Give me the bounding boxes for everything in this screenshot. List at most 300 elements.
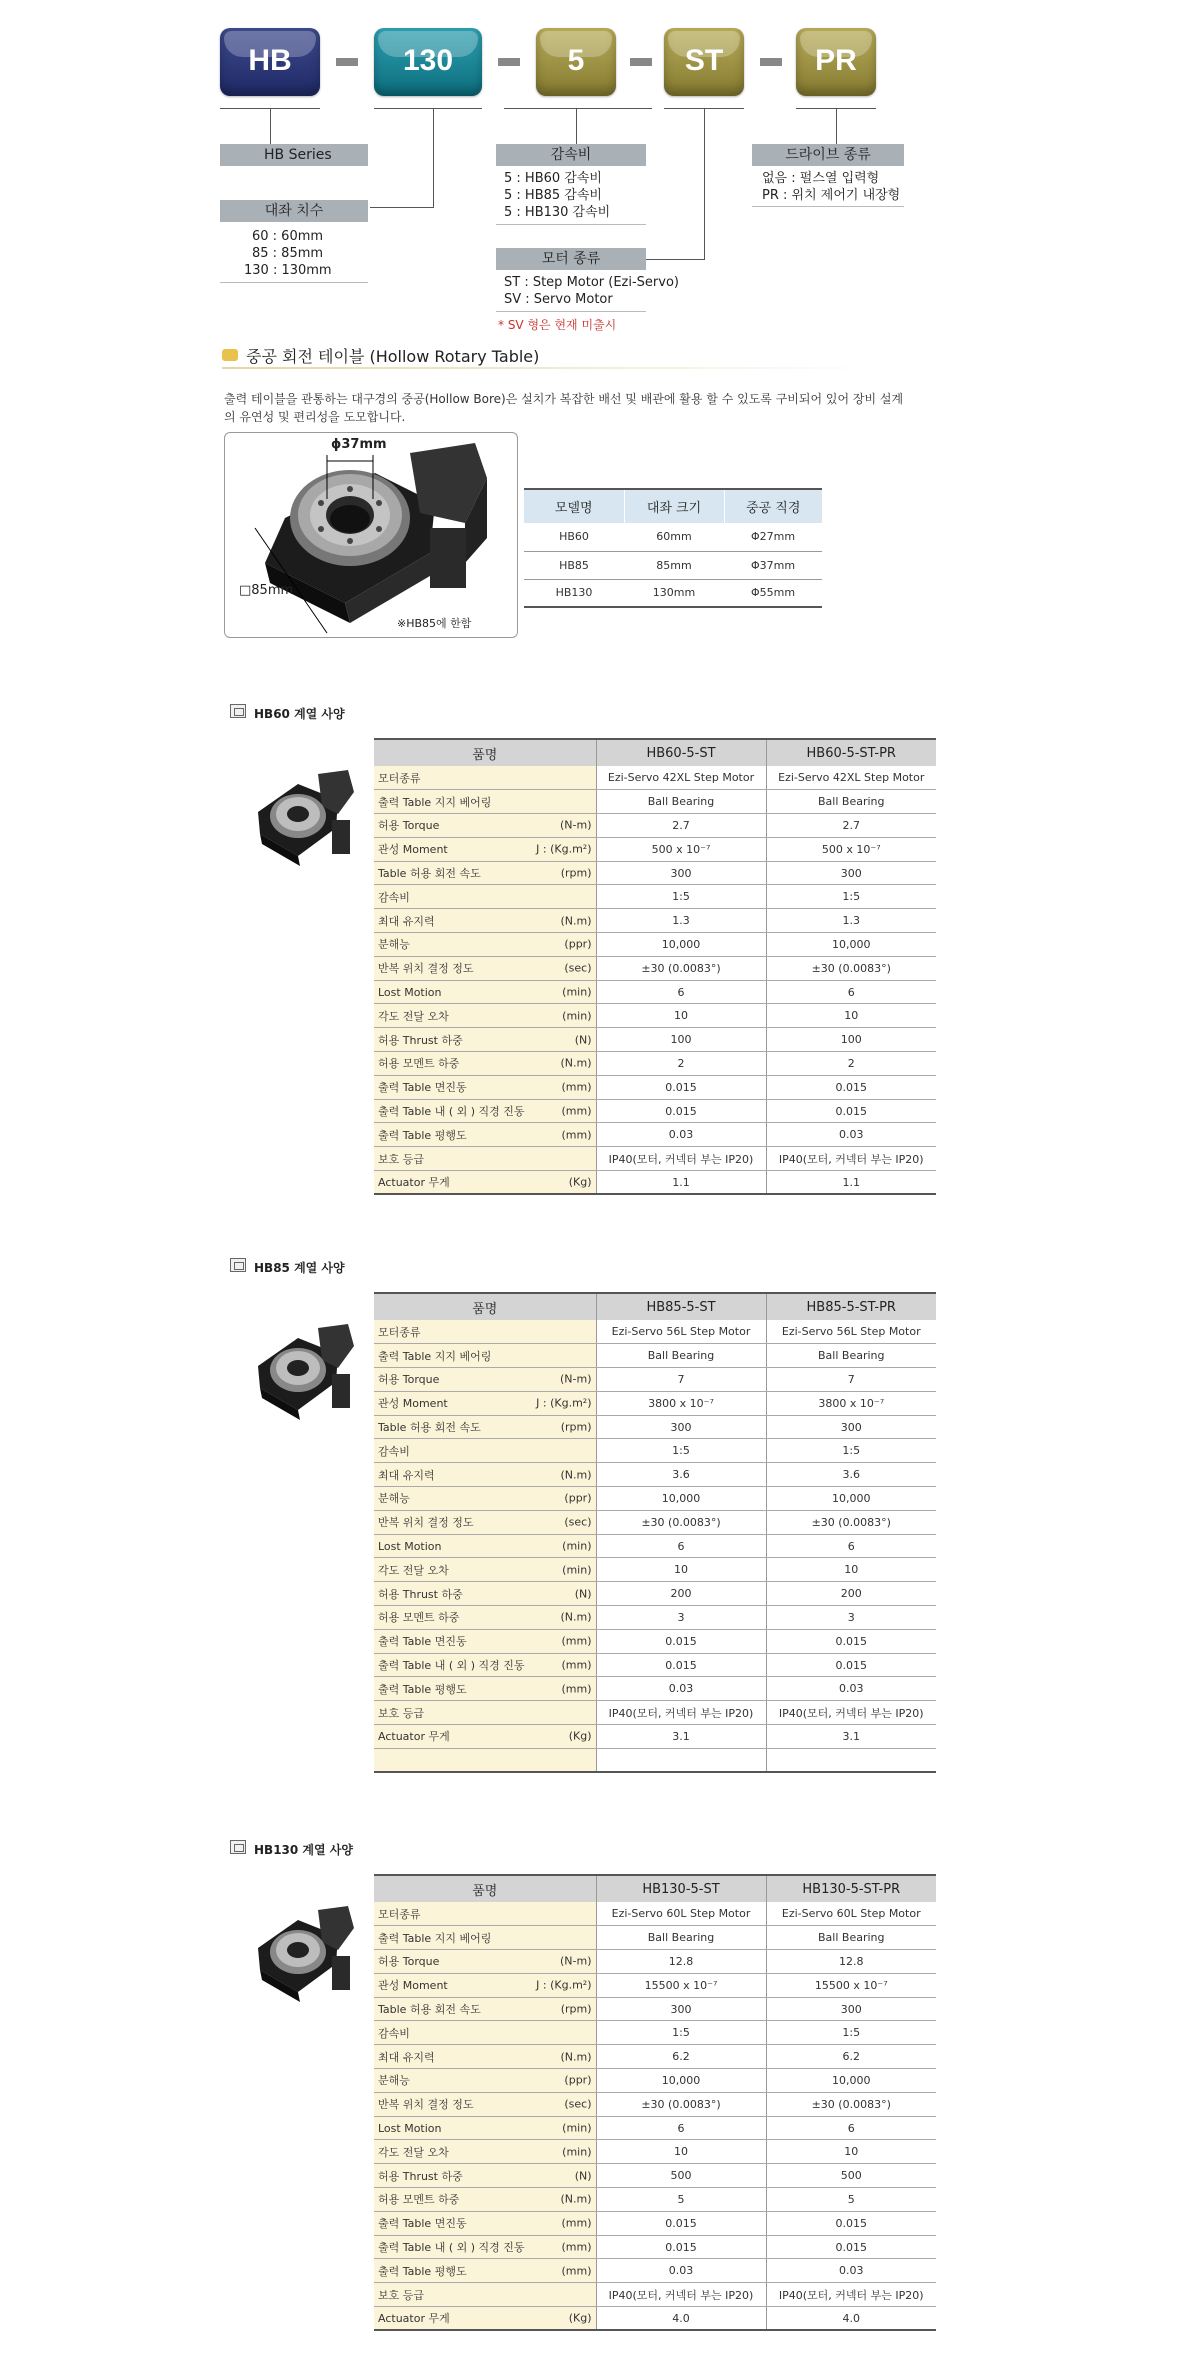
motor-label: 모터 종류 xyxy=(496,248,646,270)
spec-row xyxy=(374,1028,936,1052)
spec-value: 12.8 xyxy=(766,1950,936,1974)
spec-value: 2.7 xyxy=(766,814,936,838)
table-header: 대좌 크기 xyxy=(624,489,724,523)
spec-value: 1.3 xyxy=(596,909,766,933)
hollow-description: 출력 테이블을 관통하는 대구경의 중공(Hollow Bore)은 설치가 복잡한 배선 및 배관에 활용 할 수 있도록 구비되어 있어 장비 설계 xyxy=(224,392,904,406)
spec-value: 3 xyxy=(596,1606,766,1630)
spec-value: IP40(모터, 커넥터 부는 IP20) xyxy=(766,2283,936,2307)
spec-item-cell xyxy=(374,1028,596,1052)
spec-value: 10,000 xyxy=(596,933,766,957)
spec-item-name: 분해능 xyxy=(378,938,410,952)
spec-value: 10 xyxy=(596,2140,766,2164)
spec-value: 2 xyxy=(596,1052,766,1076)
spec-value: 1.1 xyxy=(766,1171,936,1195)
spec-row xyxy=(374,1748,936,1772)
spec-value: 10,000 xyxy=(766,1487,936,1511)
spec-item-unit: (mm) xyxy=(561,2240,592,2254)
spec-value: Ball Bearing xyxy=(596,790,766,814)
spec-item-cell xyxy=(374,1926,596,1950)
spec-item-name: 허용 모멘트 하중 xyxy=(378,1611,460,1625)
spec-item-name: 출력 Table 평행도 xyxy=(378,1128,467,1142)
spec-value: 300 xyxy=(766,861,936,885)
spec-item-name: 감속비 xyxy=(378,890,410,904)
spec-item-cell xyxy=(374,1487,596,1511)
spec-item-cell xyxy=(374,933,596,957)
spec-row xyxy=(374,1439,936,1463)
spec-value: Ball Bearing xyxy=(766,790,936,814)
spec-item-name: 허용 Thrust 하중 xyxy=(378,1033,463,1047)
spec-table xyxy=(374,738,936,1195)
base-size-label: □85mm xyxy=(239,583,294,598)
ratio-label: 감속비 xyxy=(496,144,646,166)
spec-item-unit: (ppr) xyxy=(564,1491,592,1505)
code-dash xyxy=(760,58,782,66)
spec-value: 500 xyxy=(596,2164,766,2188)
spec-item-name: 출력 Table 내 ( 외 ) 직경 진동 xyxy=(378,2241,525,2255)
spec-row xyxy=(374,1950,936,1974)
spec-item-unit: (N) xyxy=(574,1033,592,1047)
spec-item-unit: (min) xyxy=(562,985,592,999)
spec-item-name: 출력 Table 지지 베어링 xyxy=(378,1349,492,1363)
spec-item-unit: (N) xyxy=(574,2169,592,2183)
spec-item-cell xyxy=(374,1725,596,1749)
spec-row xyxy=(374,909,936,933)
spec-row xyxy=(374,2021,936,2045)
spec-item-cell xyxy=(374,1606,596,1630)
spec-item-cell xyxy=(374,2164,596,2188)
spec-value: 0.015 xyxy=(596,2211,766,2235)
spec-value: 0.03 xyxy=(766,1677,936,1701)
spec-item-unit: (min) xyxy=(562,1563,592,1577)
spec-value: 1:5 xyxy=(596,1439,766,1463)
hole-diameter-label: ϕ37mm xyxy=(331,437,387,452)
connector-line xyxy=(504,108,652,109)
spec-item-name: 출력 Table 평행도 xyxy=(378,2264,467,2278)
spec-value: 3.6 xyxy=(766,1463,936,1487)
spec-row xyxy=(374,1510,936,1534)
spec-item-cell xyxy=(374,2045,596,2069)
spec-item-cell xyxy=(374,909,596,933)
spec-row xyxy=(374,1629,936,1653)
spec-item-name: 허용 Torque xyxy=(378,1373,440,1387)
spec-item-cell xyxy=(374,2235,596,2259)
spec-value: 200 xyxy=(766,1582,936,1606)
spec-item-name: 출력 Table 면진동 xyxy=(378,2217,467,2231)
spec-row xyxy=(374,2092,936,2116)
spec-item-unit: (rpm) xyxy=(560,1420,592,1434)
spec-value: IP40(모터, 커넥터 부는 IP20) xyxy=(596,1147,766,1171)
spec-value: 4.0 xyxy=(596,2307,766,2331)
spec-item-unit: (Kg) xyxy=(568,2311,592,2325)
spec-item-unit: (min) xyxy=(562,2121,592,2135)
spec-value: 0.03 xyxy=(766,2259,936,2283)
spec-item-cell xyxy=(374,1997,596,2021)
spec-value: 1.1 xyxy=(596,1171,766,1195)
spec-row xyxy=(374,1099,936,1123)
spec-row xyxy=(374,885,936,909)
spec-item-name: 출력 Table 평행도 xyxy=(378,1682,467,1696)
spec-item-name: 관성 Moment xyxy=(378,1397,448,1411)
spec-row xyxy=(374,1534,936,1558)
spec-item-name: 허용 Torque xyxy=(378,1955,440,1969)
spec-value: 3.6 xyxy=(596,1463,766,1487)
spec-item-unit: J : (Kg.m²) xyxy=(536,842,592,856)
spec-item-unit: (N.m) xyxy=(560,1610,592,1624)
spec-item-cell xyxy=(374,2188,596,2212)
code-dash xyxy=(630,58,652,66)
table-cell: HB60 xyxy=(524,523,624,551)
spec-value: Ball Bearing xyxy=(766,1344,936,1368)
spec-item-name: 허용 Thrust 하중 xyxy=(378,2169,463,2183)
spec-table xyxy=(374,1874,936,2331)
table-cell: Φ27mm xyxy=(724,523,822,551)
spec-value: 500 x 10⁻⁷ xyxy=(766,837,936,861)
spec-header-model: HB130-5-ST-PR xyxy=(766,1875,936,1902)
spec-value: 10,000 xyxy=(596,1487,766,1511)
spec-item-unit: (rpm) xyxy=(560,2002,592,2016)
connector-line xyxy=(370,207,434,208)
spec-item-cell xyxy=(374,2116,596,2140)
spec-item-cell xyxy=(374,1558,596,1582)
spec-item-unit: (mm) xyxy=(561,2264,592,2278)
spec-item-cell xyxy=(374,1973,596,1997)
spec-value: Ezi-Servo 56L Step Motor xyxy=(596,1320,766,1344)
spec-value: 5 xyxy=(596,2188,766,2212)
spec-header-name: 품명 xyxy=(374,739,596,766)
spec-row xyxy=(374,1677,936,1701)
spec-value: 0.015 xyxy=(766,2211,936,2235)
spec-value: 0.015 xyxy=(766,1075,936,1099)
spec-value: Ezi-Servo 42XL Step Motor xyxy=(766,766,936,790)
spec-item-unit: (N.m) xyxy=(560,914,592,928)
spec-item-name: 출력 Table 면진동 xyxy=(378,1635,467,1649)
spec-value: Ezi-Servo 56L Step Motor xyxy=(766,1320,936,1344)
spec-value: 10 xyxy=(766,1558,936,1582)
spec-row xyxy=(374,1606,936,1630)
spec-row xyxy=(374,1725,936,1749)
spec-item-cell xyxy=(374,861,596,885)
spec-item-cell xyxy=(374,1415,596,1439)
table-header-row xyxy=(524,489,822,523)
spec-item-name: Lost Motion xyxy=(378,2121,442,2135)
spec-item-unit: (rpm) xyxy=(560,866,592,880)
spec-value: IP40(모터, 커넥터 부는 IP20) xyxy=(766,1147,936,1171)
spec-item-cell xyxy=(374,1463,596,1487)
spec-row xyxy=(374,1075,936,1099)
spec-item-cell xyxy=(374,1510,596,1534)
spec-value: 6 xyxy=(766,980,936,1004)
spec-value: 300 xyxy=(766,1997,936,2021)
spec-value: 2 xyxy=(766,1052,936,1076)
table-cell: 85mm xyxy=(624,551,724,579)
spec-item-name: 반복 위치 결정 정도 xyxy=(378,1516,474,1530)
spec-value: Ball Bearing xyxy=(596,1344,766,1368)
code-box-ratio: 5 xyxy=(536,28,616,96)
spec-item-cell xyxy=(374,1171,596,1195)
drive-label: 드라이브 종류 xyxy=(752,144,904,166)
table-cell: Φ37mm xyxy=(724,551,822,579)
spec-item-name: 허용 Thrust 하중 xyxy=(378,1587,463,1601)
spec-item-unit: (N) xyxy=(574,1587,592,1601)
spec-item-cell xyxy=(374,956,596,980)
spec-table xyxy=(374,1292,936,1773)
spec-value: 300 xyxy=(596,1997,766,2021)
table-cell: 130mm xyxy=(624,579,724,607)
spec-item-unit: (N.m) xyxy=(560,2192,592,2206)
spec-value: 7 xyxy=(596,1368,766,1392)
spec-item-unit: (mm) xyxy=(561,1634,592,1648)
spec-value: ±30 (0.0083°) xyxy=(596,956,766,980)
spec-row xyxy=(374,1902,936,1926)
spec-item-name: 각도 전달 오차 xyxy=(378,2145,449,2159)
spec-row xyxy=(374,2283,936,2307)
product-photo xyxy=(248,1898,358,2008)
series-label: HB Series xyxy=(220,144,368,166)
spec-value: Ball Bearing xyxy=(596,1926,766,1950)
spec-item-name: Lost Motion xyxy=(378,1539,442,1553)
spec-value: 6 xyxy=(596,980,766,1004)
table-row xyxy=(524,579,822,607)
spec-value: 0.015 xyxy=(766,1653,936,1677)
spec-row xyxy=(374,1320,936,1344)
spec-item-unit: (mm) xyxy=(561,1080,592,1094)
spec-item-name: 보호 등급 xyxy=(378,1706,425,1720)
spec-item-cell xyxy=(374,2140,596,2164)
spec-header-model: HB85-5-ST-PR xyxy=(766,1293,936,1320)
spec-value: 0.03 xyxy=(596,1123,766,1147)
spec-row xyxy=(374,1926,936,1950)
spec-item-unit: (N-m) xyxy=(560,1954,592,1968)
spec-value: 1:5 xyxy=(766,1439,936,1463)
spec-item-unit: (mm) xyxy=(561,1682,592,1696)
spec-row xyxy=(374,1997,936,2021)
spec-value: 2.7 xyxy=(596,814,766,838)
spec-value: 3.1 xyxy=(766,1725,936,1749)
spec-value: 300 xyxy=(766,1415,936,1439)
spec-value: 0.015 xyxy=(596,1629,766,1653)
spec-row xyxy=(374,837,936,861)
spec-item-name: 각도 전달 오차 xyxy=(378,1009,449,1023)
spec-value: 6 xyxy=(766,2116,936,2140)
spec-header-name: 품명 xyxy=(374,1875,596,1902)
spec-item-cell xyxy=(374,1534,596,1558)
spec-item-unit: (mm) xyxy=(561,1104,592,1118)
spec-row xyxy=(374,1147,936,1171)
spec-value: 0.03 xyxy=(596,2259,766,2283)
spec-item-unit: J : (Kg.m²) xyxy=(536,1978,592,1992)
spec-value: 15500 x 10⁻⁷ xyxy=(766,1973,936,1997)
spec-value: 300 xyxy=(596,1415,766,1439)
spec-value: 500 x 10⁻⁷ xyxy=(596,837,766,861)
spec-item-unit: (mm) xyxy=(561,1658,592,1672)
spec-item-cell xyxy=(374,1075,596,1099)
spec-item-name: 모터종류 xyxy=(378,1325,421,1339)
spec-value: 5 xyxy=(766,2188,936,2212)
spec-item-cell xyxy=(374,766,596,790)
spec-row xyxy=(374,2211,936,2235)
spec-row xyxy=(374,2069,936,2093)
motor-item: ST : Step Motor (Ezi-Servo) xyxy=(504,275,679,290)
spec-item-name: 허용 Torque xyxy=(378,819,440,833)
spec-value: 0.015 xyxy=(766,2235,936,2259)
spec-value: ±30 (0.0083°) xyxy=(766,2092,936,2116)
spec-value: 10 xyxy=(596,1004,766,1028)
motor-item: SV : Servo Motor xyxy=(504,292,613,307)
spec-value: Ezi-Servo 60L Step Motor xyxy=(596,1902,766,1926)
connector-line xyxy=(270,108,271,144)
table-cell: Φ55mm xyxy=(724,579,822,607)
spec-value: 100 xyxy=(766,1028,936,1052)
spec-item-cell xyxy=(374,1099,596,1123)
spec-item-unit: (N.m) xyxy=(560,2050,592,2064)
spec-value: 3800 x 10⁻⁷ xyxy=(766,1391,936,1415)
spec-value: 6 xyxy=(766,1534,936,1558)
spec-value: 6.2 xyxy=(766,2045,936,2069)
table-cell: HB130 xyxy=(524,579,624,607)
spec-value: 1:5 xyxy=(596,2021,766,2045)
spec-value: 1:5 xyxy=(766,2021,936,2045)
spec-item-name: 출력 Table 면진동 xyxy=(378,1081,467,1095)
spec-section-title: HB130 계열 사양 xyxy=(254,1843,353,1857)
spec-value xyxy=(596,1748,766,1772)
spec-header-row xyxy=(374,1875,936,1902)
size-label: 대좌 치수 xyxy=(220,200,368,222)
spec-item-name: 출력 Table 내 ( 외 ) 직경 진동 xyxy=(378,1105,525,1119)
spec-item-cell xyxy=(374,1950,596,1974)
product-photo xyxy=(248,1316,358,1426)
spec-item-unit: (ppr) xyxy=(564,937,592,951)
spec-item-unit: (N-m) xyxy=(560,1372,592,1386)
spec-item-name: 보호 등급 xyxy=(378,2288,425,2302)
code-dash xyxy=(336,58,358,66)
spec-value: 10 xyxy=(596,1558,766,1582)
spec-row xyxy=(374,1052,936,1076)
connector-line xyxy=(836,108,837,144)
spec-item-cell xyxy=(374,1677,596,1701)
spec-row xyxy=(374,1463,936,1487)
spec-row xyxy=(374,814,936,838)
spec-item-name: 반복 위치 결정 정도 xyxy=(378,962,474,976)
drive-item: PR : 위치 제어기 내장형 xyxy=(762,188,901,203)
drive-item: 없음 : 펄스열 입력형 xyxy=(762,171,880,186)
spec-item-cell xyxy=(374,1320,596,1344)
spec-item-name: Actuator 무게 xyxy=(378,2312,450,2326)
spec-item-name: 모터종류 xyxy=(378,1907,421,1921)
spec-value: 0.015 xyxy=(766,1629,936,1653)
spec-value: 0.015 xyxy=(596,1099,766,1123)
spec-item-name: 허용 모멘트 하중 xyxy=(378,1057,460,1071)
spec-value: IP40(모터, 커넥터 부는 IP20) xyxy=(766,1701,936,1725)
spec-value: 200 xyxy=(596,1582,766,1606)
spec-item-name: 분해능 xyxy=(378,2074,410,2088)
spec-item-name: 반복 위치 결정 정도 xyxy=(378,2098,474,2112)
spec-row xyxy=(374,766,936,790)
spec-row xyxy=(374,2116,936,2140)
spec-header-model: HB130-5-ST xyxy=(596,1875,766,1902)
divider xyxy=(220,282,368,283)
spec-item-cell xyxy=(374,2092,596,2116)
spec-value: 3.1 xyxy=(596,1725,766,1749)
spec-item-name: 최대 유지력 xyxy=(378,1468,435,1482)
spec-item-unit: (N.m) xyxy=(560,1468,592,1482)
spec-item-unit: (Kg) xyxy=(568,1175,592,1189)
spec-item-unit: (min) xyxy=(562,2145,592,2159)
spec-value: Ezi-Servo 42XL Step Motor xyxy=(596,766,766,790)
spec-item-cell xyxy=(374,1147,596,1171)
photo-note: ※HB85에 한함 xyxy=(397,617,472,630)
spec-item-cell xyxy=(374,2259,596,2283)
spec-value: 3 xyxy=(766,1606,936,1630)
spec-value: 300 xyxy=(596,861,766,885)
connector-line xyxy=(644,259,704,260)
divider xyxy=(752,206,904,207)
spec-item-name: 관성 Moment xyxy=(378,1979,448,1993)
spec-value: 6.2 xyxy=(596,2045,766,2069)
spec-item-cell xyxy=(374,1052,596,1076)
product-photo xyxy=(248,762,358,872)
code-box-size: 130 xyxy=(374,28,482,96)
hollow-section-title: 중공 회전 테이블 (Hollow Rotary Table) xyxy=(246,347,540,366)
spec-value: 1:5 xyxy=(596,885,766,909)
spec-item-unit: (N-m) xyxy=(560,818,592,832)
spec-row xyxy=(374,2140,936,2164)
spec-item-cell xyxy=(374,814,596,838)
spec-value: 7 xyxy=(766,1368,936,1392)
spec-item-cell xyxy=(374,1748,596,1772)
spec-section-icon xyxy=(230,1840,246,1854)
spec-header-name: 품명 xyxy=(374,1293,596,1320)
spec-row xyxy=(374,1558,936,1582)
spec-value: 1:5 xyxy=(766,885,936,909)
spec-item-cell xyxy=(374,2069,596,2093)
spec-item-name: 분해능 xyxy=(378,1492,410,1506)
spec-item-cell xyxy=(374,2021,596,2045)
spec-item-name: Table 허용 회전 속도 xyxy=(378,867,481,881)
spec-item-name: 각도 전달 오차 xyxy=(378,1563,449,1577)
spec-item-cell xyxy=(374,1004,596,1028)
spec-value: 6 xyxy=(596,2116,766,2140)
spec-section-title: HB60 계열 사양 xyxy=(254,707,345,721)
spec-value: 500 xyxy=(766,2164,936,2188)
spec-item-name: 출력 Table 지지 베어링 xyxy=(378,1931,492,1945)
spec-row xyxy=(374,790,936,814)
spec-value: Ball Bearing xyxy=(766,1926,936,1950)
spec-header-model: HB60-5-ST xyxy=(596,739,766,766)
spec-item-cell xyxy=(374,885,596,909)
spec-item-unit: (ppr) xyxy=(564,2073,592,2087)
spec-item-cell xyxy=(374,1344,596,1368)
size-item: 130 : 130mm xyxy=(244,263,332,278)
spec-value: 15500 x 10⁻⁷ xyxy=(596,1973,766,1997)
spec-value: IP40(모터, 커넥터 부는 IP20) xyxy=(596,2283,766,2307)
spec-row xyxy=(374,1582,936,1606)
spec-value: ±30 (0.0083°) xyxy=(766,956,936,980)
spec-item-cell xyxy=(374,2307,596,2331)
spec-row xyxy=(374,1004,936,1028)
spec-item-cell xyxy=(374,1368,596,1392)
connector-line xyxy=(704,108,705,260)
spec-header-model: HB60-5-ST-PR xyxy=(766,739,936,766)
motor-note: * SV 형은 현재 미출시 xyxy=(498,318,617,332)
spec-value: 6 xyxy=(596,1534,766,1558)
spec-value: 3800 x 10⁻⁷ xyxy=(596,1391,766,1415)
spec-value: 0.015 xyxy=(766,1099,936,1123)
spec-value xyxy=(766,1748,936,1772)
spec-item-name: 감속비 xyxy=(378,2026,410,2040)
table-header: 중공 직경 xyxy=(724,489,822,523)
spec-item-cell xyxy=(374,1902,596,1926)
spec-item-name: 모터종류 xyxy=(378,771,421,785)
